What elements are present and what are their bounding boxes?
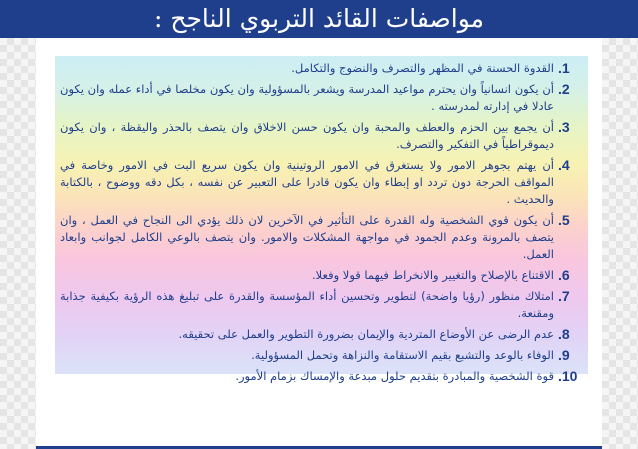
item-number: .5 [558, 212, 570, 228]
list-item [60, 212, 582, 263]
list-item [60, 267, 582, 284]
list-item [60, 288, 582, 322]
specifications-list [60, 60, 582, 389]
item-number: .1 [558, 60, 570, 76]
item-text: القدوة الحسنة في المظهر والتصرف والنضوج والتكامل. [291, 61, 554, 75]
item-text: الاقتناع بالإصلاح والتغيير والانخراط فيهما قولا وفعلا. [312, 268, 554, 282]
item-text: امتلاك منظور (رؤيا واضحة) لتطوير وتحسين أداء المؤسسة والقدرة على تبليغ هذه الرؤية بكيفية جذابة ومقنعة. [60, 289, 554, 320]
item-text: أن يكون انسانياً وان يحترم مواعيد المدرسة ويشعر بالمسؤولية وان يكون مخلصا في أداء عمله وان يكون عادلا في إدارته لمدرسته . [60, 82, 554, 113]
list-item [60, 157, 582, 208]
item-number: .10 [558, 368, 578, 384]
item-text: الوفاء بالوعد والتشبع بقيم الاستقامة والنزاهة وتحمل المسؤولية. [251, 348, 554, 362]
item-text: أن يهتم بجوهر الامور ولا يستغرق في الامور الروتينية وان يكون سريع البت في الامور وخاصة في المواقف الحرجة دون تردد او إبطاء وان يكون قادرا على التعبير عن نفسه ، بكل دقه ووضوح ، بالكتابة والحديث . [60, 158, 554, 206]
item-number: .8 [558, 326, 570, 342]
left-decorative-pattern [0, 38, 36, 449]
item-number: .3 [558, 119, 570, 135]
item-text: أن يكون قوي الشخصية وله القدرة على التأثير في الآخرين لان ذلك يؤدي الى النجاح في العمل ، وان يتصف بالمرونة وعدم الجمود في مواجهة المشكلات والامور. وان يتصف بالوعي الكامل لجوانب وابعاد العمل. [60, 213, 554, 261]
item-number: .7 [558, 288, 570, 304]
right-decorative-pattern [602, 38, 638, 449]
item-text: قوة الشخصية والمبادرة بتقديم حلول مبدعة والإمساك بزمام الأمور. [235, 369, 554, 383]
item-text: أن يجمع بين الحزم والعطف والمحبة وان يكون حسن الاخلاق وان يتصف بالحذر واليقظة ، وان يكون ديموقراطياً في التفكير والتصرف. [60, 120, 554, 151]
list-item [60, 60, 582, 77]
list-item [60, 347, 582, 364]
title-bar [0, 0, 638, 38]
item-number: .9 [558, 347, 570, 363]
item-number: .6 [558, 267, 570, 283]
list-item [60, 81, 582, 115]
item-text: عدم الرضى عن الأوضاع المتردية والإيمان بضرورة التطوير والعمل على تحقيقه. [178, 327, 554, 341]
list-item [60, 326, 582, 343]
list-item [60, 368, 582, 385]
list-item [60, 119, 582, 153]
item-number: .2 [558, 81, 570, 97]
page-title: مواصفات القائد التربوي الناجح : [153, 4, 485, 33]
item-number: .4 [558, 157, 570, 173]
